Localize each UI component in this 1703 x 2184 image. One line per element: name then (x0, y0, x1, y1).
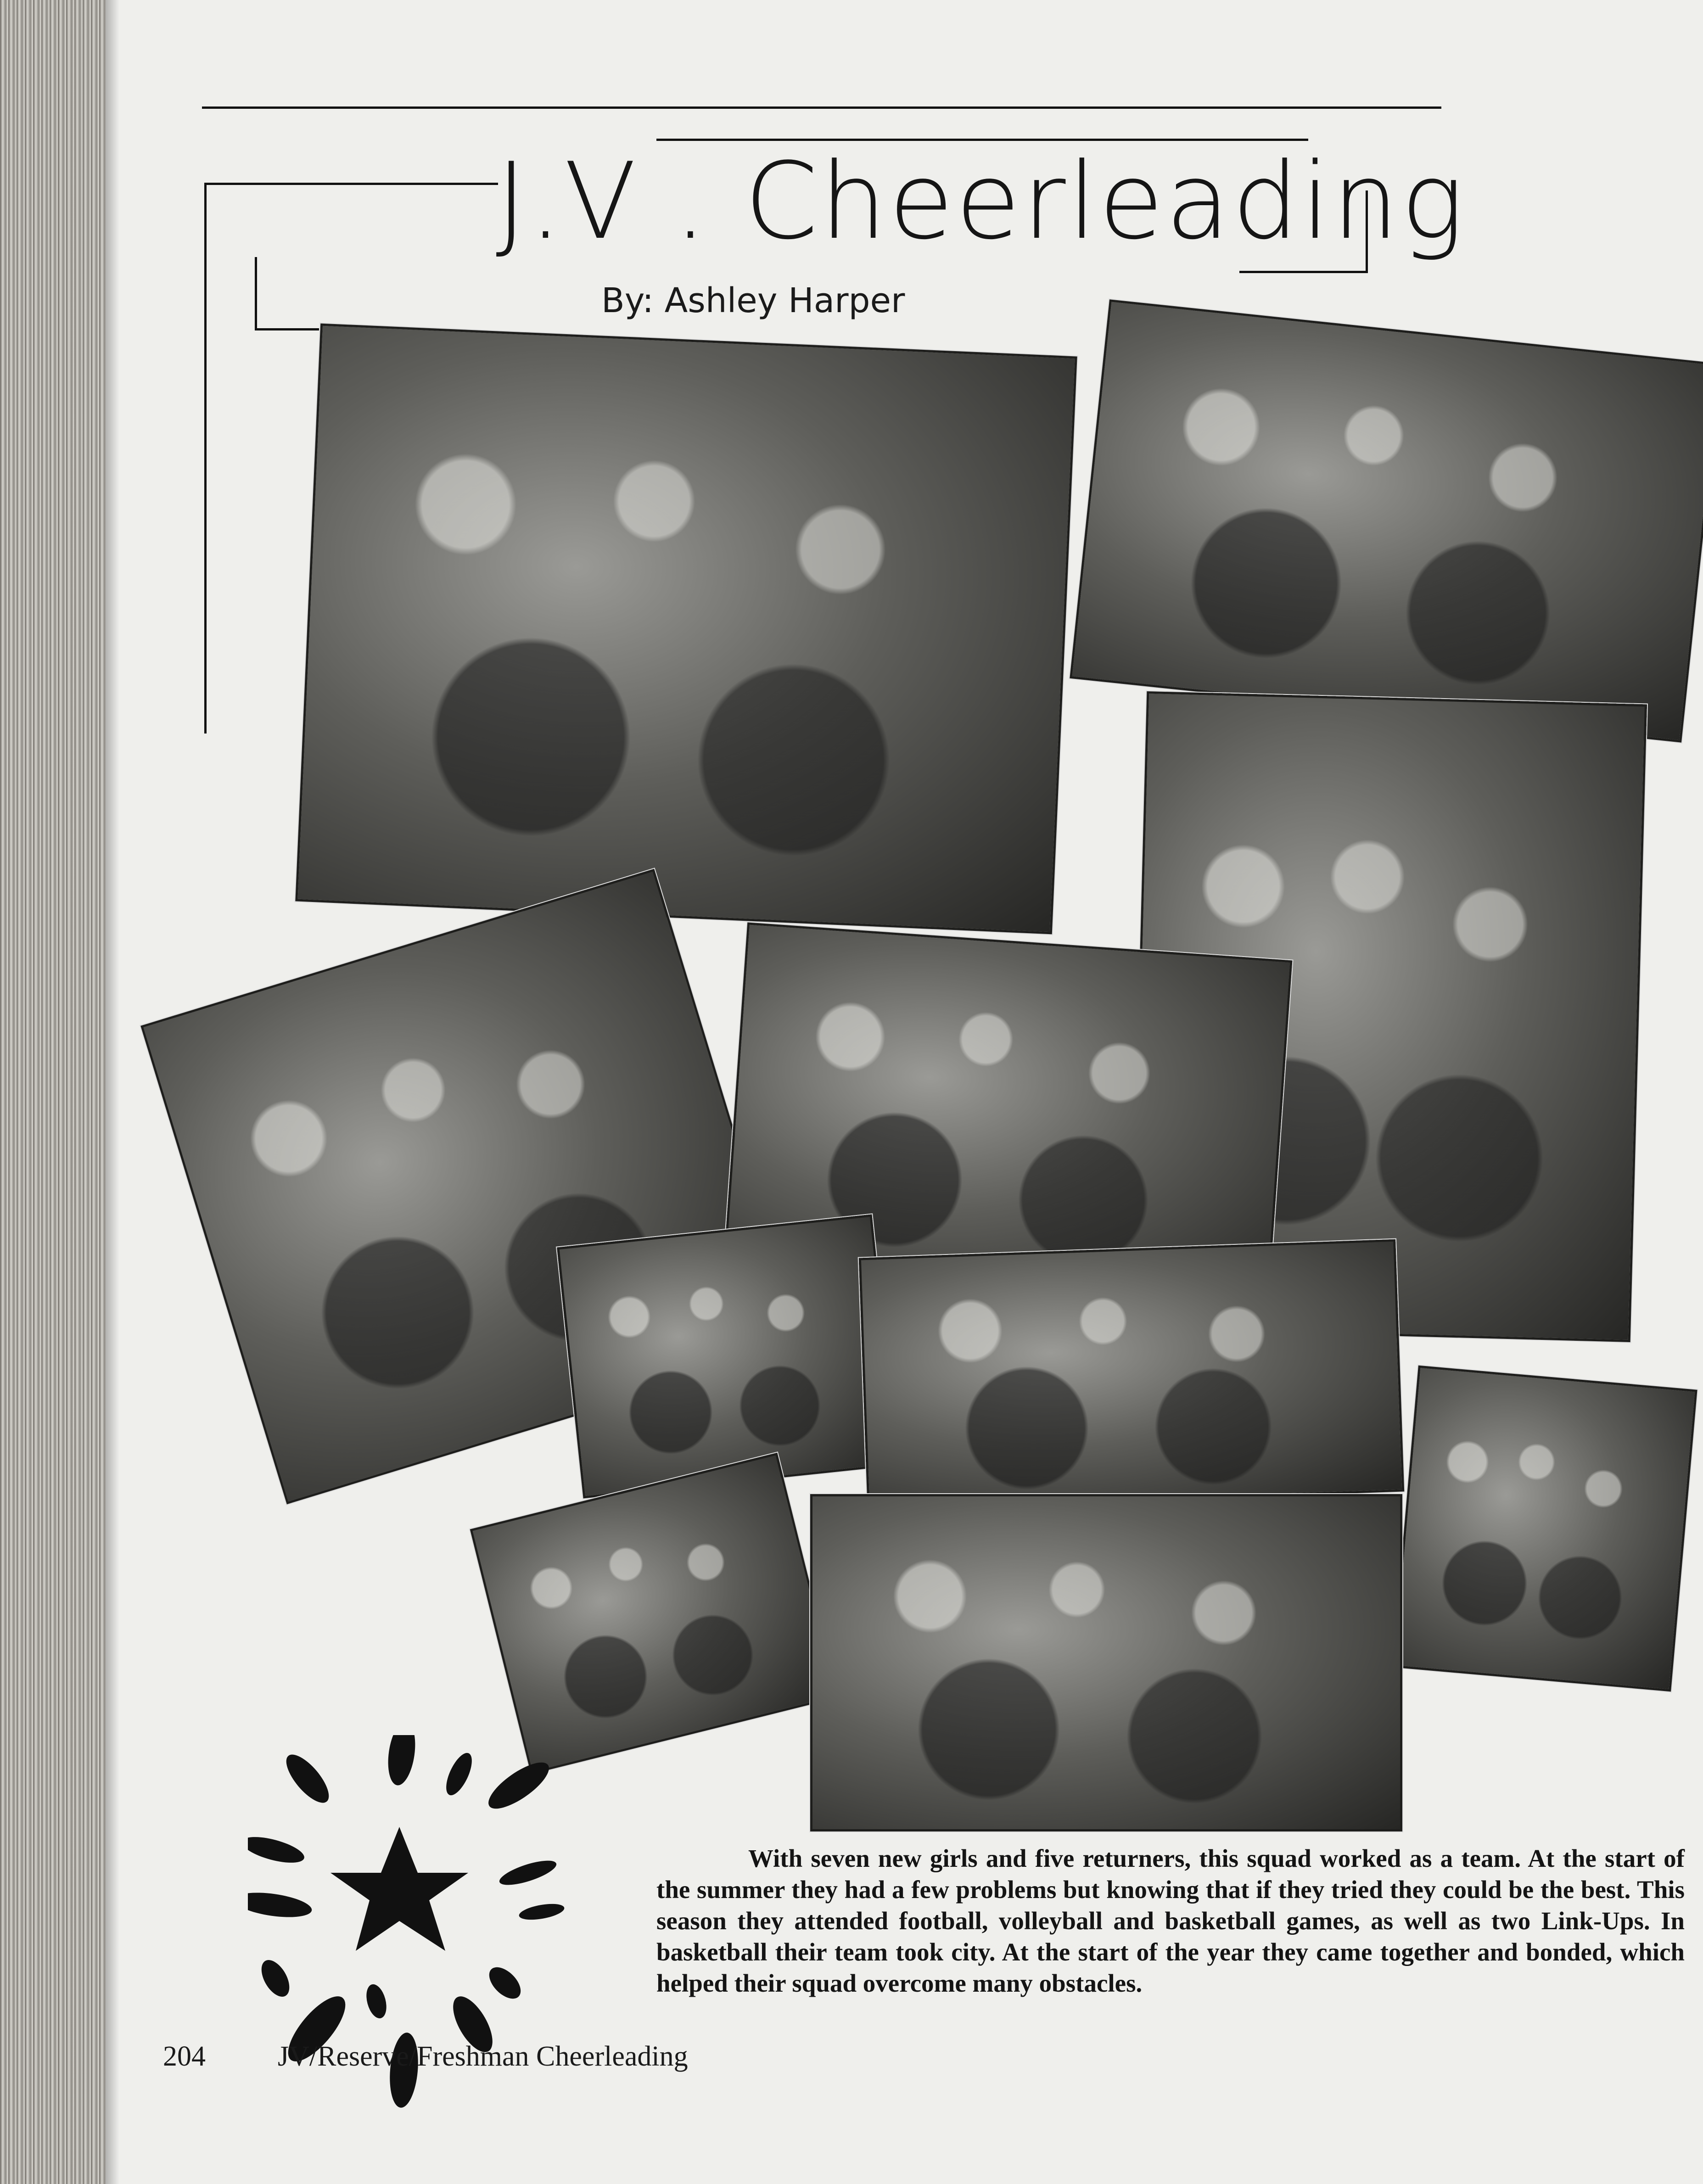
book-page-edge (0, 0, 106, 2184)
three-girls-smiling-photo (859, 1239, 1404, 1510)
title-box-bottom (1239, 271, 1368, 273)
closeup-smile-photo (470, 1453, 839, 1775)
page-number: 204 (163, 2041, 206, 2072)
frame-inner-top-rule (255, 257, 257, 330)
frame-left-rule (204, 183, 207, 734)
top-rule (202, 106, 1441, 109)
page-title: J.V . Cheerleading (496, 140, 1466, 263)
three-cheerleaders-photo (557, 1214, 898, 1498)
frame-top-rule (204, 183, 498, 185)
frame-inner-bottom-rule (255, 328, 319, 330)
spirit-dance-photo (1070, 299, 1703, 743)
section-title: JV/Reserve/Freshman Cheerleading (278, 2041, 688, 2072)
cheer-shirts-photo (1392, 1366, 1697, 1692)
article-body: With seven new girls and five returners, this squad worked as a team. At the start of the summer they had a few problems but knowing that if they tried they could be the best. This season they attended football, volleyball and basketball games, as well as two Link-Ups. In basketball their team took city. At the start of the year they came together and bonded, which helped their squad overcome many obstacles. (656, 1844, 1685, 1997)
byline: By: Ashley Harper (601, 281, 905, 320)
squad-group-photo (295, 324, 1077, 935)
bleachers-crowd-photo (810, 1494, 1402, 1831)
